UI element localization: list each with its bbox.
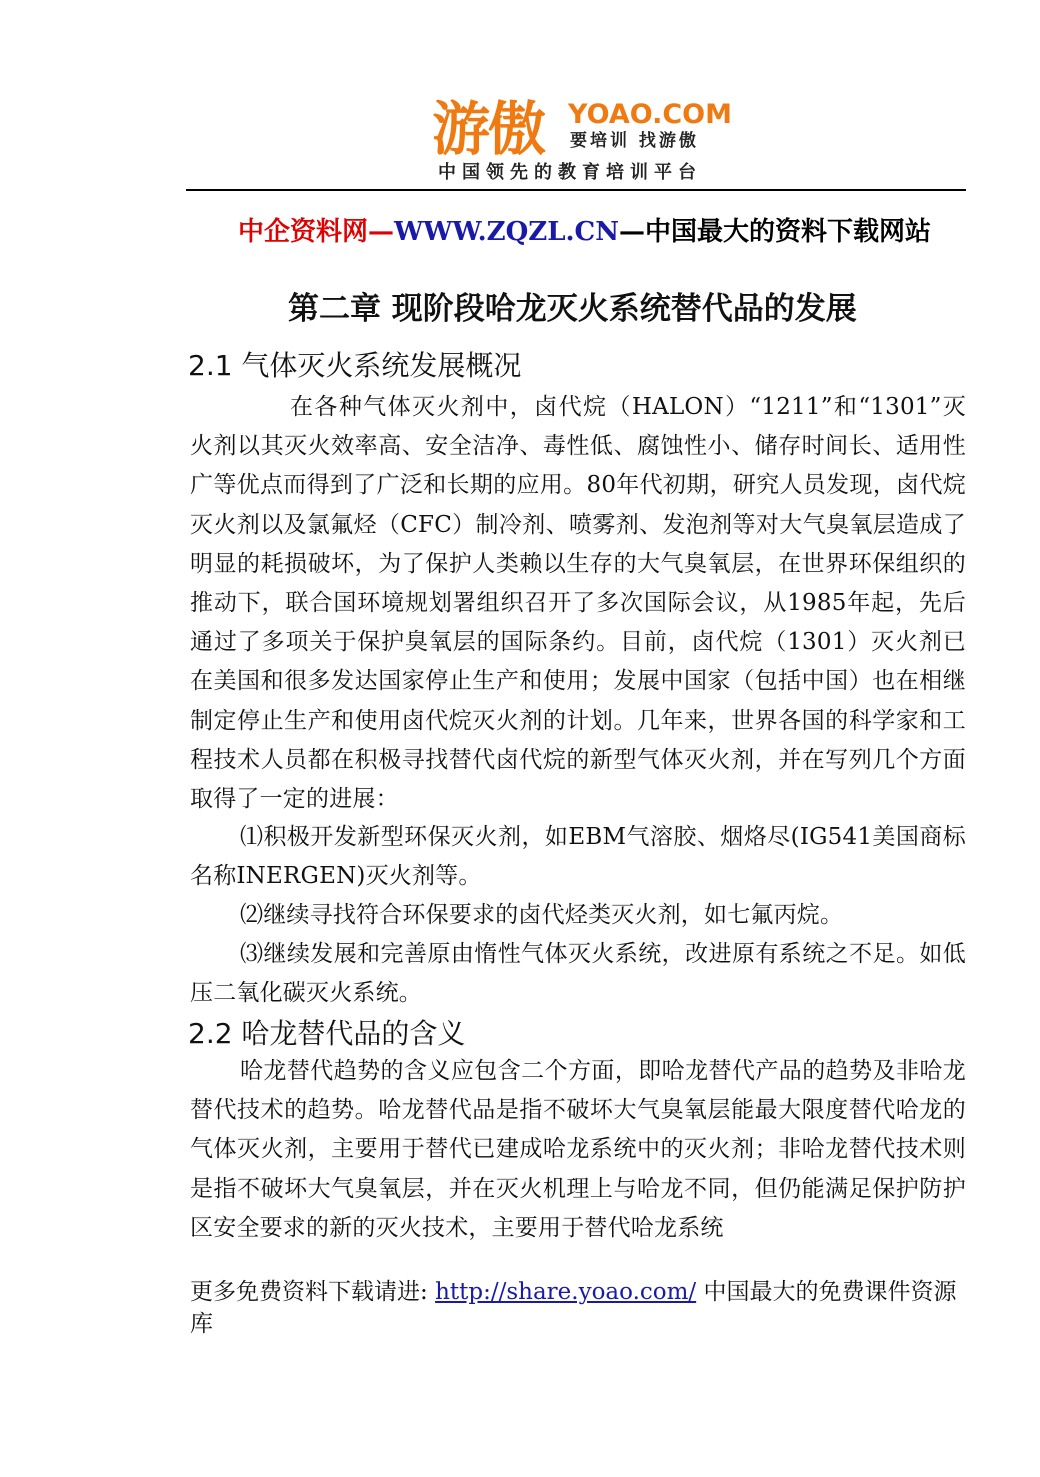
yoao-logo (432, 95, 732, 188)
header-divider (186, 189, 966, 191)
banner-site-name: 中企资料网— (238, 217, 395, 247)
banner-site-url[interactable]: WWW.ZQZL.CN (394, 217, 620, 247)
logo-main-text: 游傲 (432, 95, 545, 163)
section-2-2-paragraph: 哈龙替代趋势的含义应包含二个方面，即哈龙替代产品的趋势及非哈龙替代技术的趋势。哈龙替代品是指不破坏大气臭氧层能最大限度替代哈龙的气体灭火剂，主要用于替代已建成哈龙系统中的灭火剂；非哈龙替代技术则是指不破坏大气臭氧层，并在灭火机理上与哈龙不同，但仍能满足保护防护区安全要求的新的灭火技术，主要用于替代哈龙系统 (190, 1058, 966, 1241)
logo-domain-text: YOAO.COM (568, 99, 732, 130)
site-banner (238, 214, 931, 250)
logo-tagline-text: 中国领先的教育培训平台 (438, 162, 702, 183)
footer-note (190, 1276, 976, 1340)
logo-slogan-text: 要培训 找游傲 (570, 131, 699, 151)
list-item-3: ⑶继续发展和完善原由惰性气体灭火系统，改进原有系统之不足。如低压二氧化碳灭火系统。 (190, 941, 966, 1007)
list-item-1: ⑴积极开发新型环保灭火剂，如EBM气溶胶、烟烙尽(IG541美国商标名称INERGEN)灭火剂等。 (190, 824, 966, 890)
footer-suffix: 中国最大的免费课件资源库 (190, 1279, 957, 1337)
footer-prefix: 更多免费资料下载请进: (190, 1279, 436, 1305)
section-heading-2-2: 2.2 哈龙替代品的含义 (188, 1017, 466, 1050)
chapter-title: 第二章 现阶段哈龙灭火系统替代品的发展 (288, 291, 857, 327)
banner-site-slogan: —中国最大的资料下载网站 (619, 217, 932, 247)
section-2-1-paragraph: 在各种气体灭火剂中，卤代烷（HALON）“1211”和“1301”灭火剂以其灭火效率高、安全洁净、毒性低、腐蚀性小、储存时间长、适用性广等优点而得到了广泛和长期的应用。80年代初期，研究人员发现，卤代烷灭火剂以及氯氟烃（CFC）制冷剂、喷雾剂、发泡剂等对大气臭氧层造成了明显的耗损破坏，为了保护人类赖以生存的大气臭氧层，在世界环保组织的推动下，联合国环境规划署组织召开了多次国际会议，从1985年起，先后通过了多项关于保护臭氧层的国际条约。目前，卤代烷（1301）灭火剂已在美国和很多发达国家停止生产和使用；发展中国家（包括中国）也在相继制定停止生产和使用卤代烷灭火剂的计划。几年来，世界各国的科学家和工程技术人员都在积极寻找替代卤代烷的新型气体灭火剂，并在写列几个方面取得了一定的进展： (190, 394, 966, 813)
section-heading-2-1: 2.1 气体灭火系统发展概况 (188, 349, 522, 382)
footer-download-link[interactable]: http://share.yoao.com/ (435, 1279, 697, 1305)
list-item-2: ⑵继续寻找符合环保要求的卤代烃类灭火剂，如七氟丙烷。 (240, 902, 844, 928)
